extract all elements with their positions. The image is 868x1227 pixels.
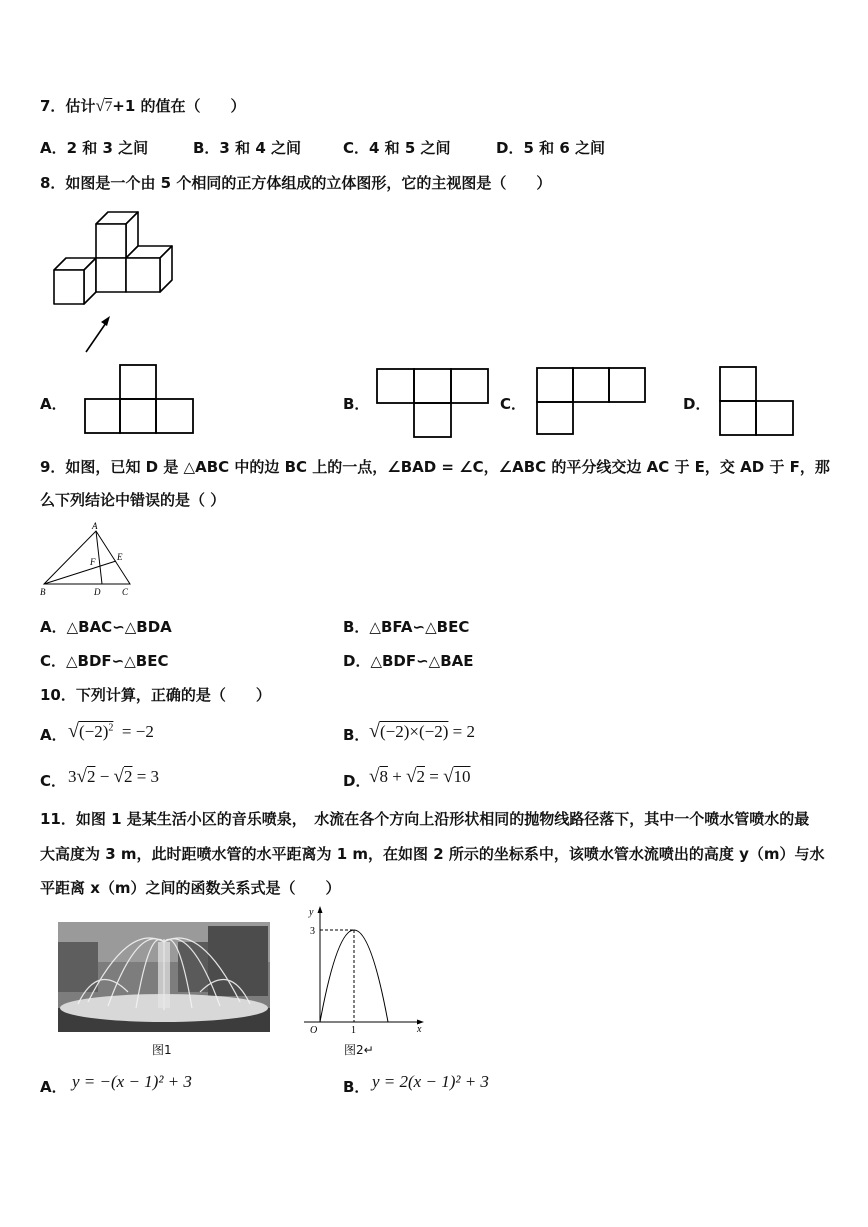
q7-option-b: B．3 和 4 之间 [193,139,301,157]
label-f: F [90,557,96,567]
fig1-caption: 图1 [152,1043,172,1057]
origin-label: O [310,1025,318,1036]
q10-stem: 10．下列计算，正确的是（ ） [40,686,271,704]
q8-option-d-label: D． [683,395,711,413]
q7-option-c: C．4 和 5 之间 [343,139,451,157]
q11-stem-line1: 11．如图 1 是某生活小区的音乐喷泉， 水流在各个方向上沿形状相同的抛物线路径落下，其中一个喷水管喷水的最 [40,810,810,828]
q7-stem-suffix: +1 的值在（ ） [112,97,246,115]
q7-radicand: 7 [104,99,113,115]
q7-option-a: A．2 和 3 之间 [40,139,149,157]
q10-option-b-label: B． [343,726,370,744]
q8-option-c-label: C． [500,395,527,413]
q11-option-a-expr: y = −(x − 1)² + 3 [72,1072,192,1091]
q9-option-d: D．△BDF∽△BAE [343,652,474,670]
q10-option-c-label: C． [40,772,67,790]
label-a: A [92,521,98,531]
q9-option-c: C．△BDF∽△BEC [40,652,169,670]
label-c: C [122,587,129,597]
q11-parabola-graph [302,904,432,1034]
q7-option-d: D．5 和 6 之间 [496,139,605,157]
y-axis-label: y [309,907,314,918]
view-direction-arrow [86,316,110,352]
q9-stem-line1: 9．如图，已知 D 是 △ABC 中的边 BC 上的一点，∠BAD = ∠C，∠ABC 的平分线交边 AC 于 E，交 AD 于 F，那 [40,458,830,476]
q7-stem: 7．估计√7+1 的值在（ ） [40,96,246,115]
label-d: D [94,587,101,597]
q8-option-b-label: B． [343,395,370,413]
q11-stem-line2: 大高度为 3 m，此时距喷水管的水平距离为 1 m，在如图 2 所示的坐标系中，该喷水管水流喷出的高度 y（m）与水 [40,845,825,863]
q9-option-b: B．△BFA∽△BEC [343,618,470,636]
q10-option-a-label: A． [40,726,67,744]
q11-option-a-label: A． [40,1078,67,1096]
fountain-photo [58,922,270,1032]
q10-option-d-expr: √8 + √2 = √10 [369,766,471,787]
q9-option-a: A．△BAC∽△BDA [40,618,172,636]
q8-option-d-figure [719,366,797,438]
q8-option-a-figure [84,364,196,436]
label-e: E [117,552,123,562]
q10-option-b-expr: √(−2)×(−2) = 2 [369,720,475,742]
q8-stem: 8．如图是一个由 5 个相同的正方体组成的立体图形，它的主视图是（ ） [40,174,552,192]
x-axis-label: x [417,1024,422,1035]
q10-option-a-expr: $√(-2)^2 = -2$ [68,720,154,742]
q10-option-c-expr: 3√2 − √2 = 3 [68,766,160,787]
q9-stem-line2: 么下列结论中错误的是（ ） [40,491,226,509]
label-b: B [40,587,46,597]
q8-option-c-figure [536,367,648,437]
tick-3: 3 [310,926,315,937]
q8-cube-figure [40,200,190,360]
q11-stem-line3: 平距离 x（m）之间的函数关系式是（ ） [40,879,341,897]
q7-stem-prefix: 7．估计 [40,97,96,115]
q10-option-d-label: D． [343,772,371,790]
q11-option-b-expr: y = 2(x − 1)² + 3 [372,1072,489,1091]
q8-option-b-figure [376,368,491,440]
fig2-caption: 图2↵ [344,1043,374,1057]
q8-option-a-label: A． [40,395,67,413]
q11-option-b-label: B． [343,1078,370,1096]
q9-triangle-figure [38,521,138,598]
tick-1: 1 [351,1025,356,1036]
